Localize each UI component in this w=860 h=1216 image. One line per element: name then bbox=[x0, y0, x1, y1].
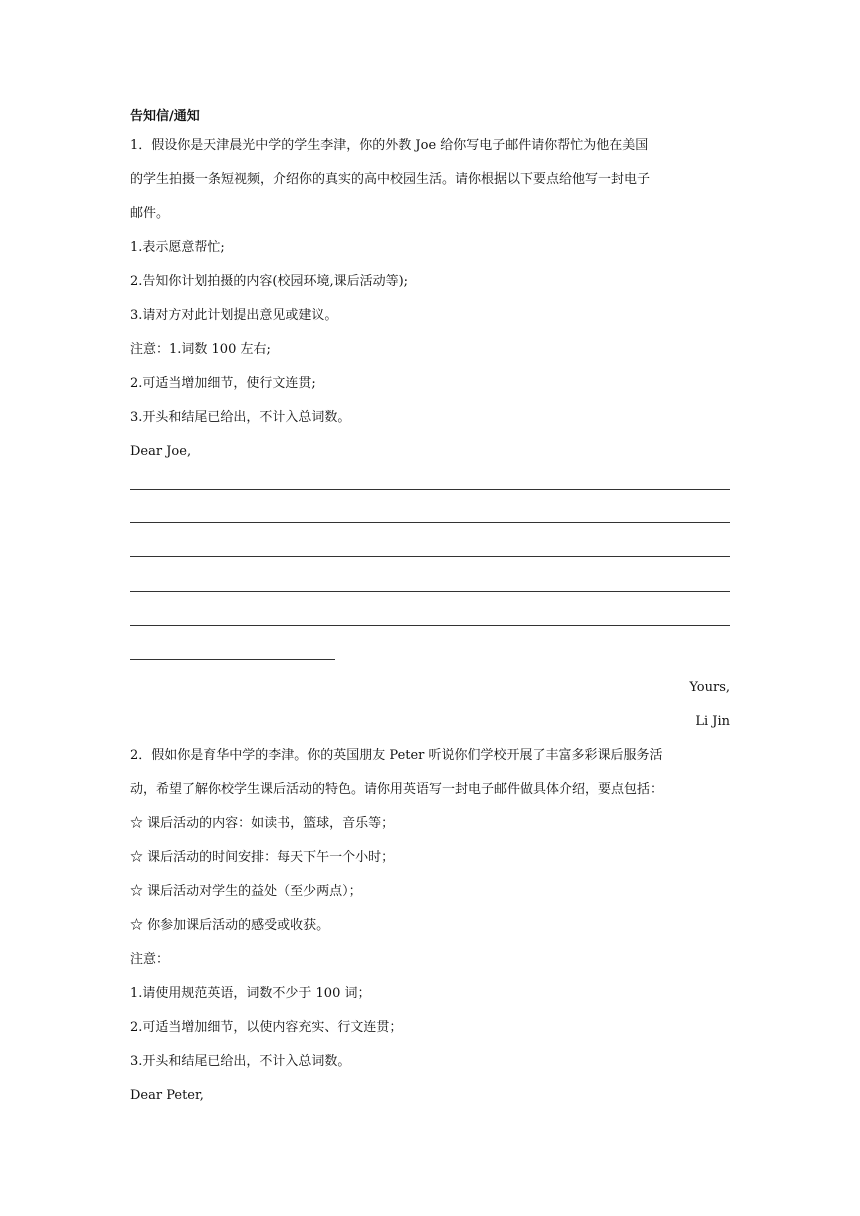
q1-point-2: 2.告知你计划拍摄的内容(校园环境,课后活动等); bbox=[130, 274, 409, 289]
q1-text-line-3: 邮件。 bbox=[130, 206, 170, 221]
q1-note-2: 2.可适当增加细节，使行文连贯; bbox=[130, 376, 316, 391]
answer-line bbox=[130, 591, 730, 592]
q1-point-1: 1.表示愿意帮忙; bbox=[130, 240, 225, 255]
answer-line bbox=[130, 556, 730, 557]
q1-greeting: Dear Joe, bbox=[130, 444, 192, 459]
q1-signature: Li Jin bbox=[695, 714, 730, 729]
q2-point-3: ☆ 课后活动对学生的益处（至少两点）； bbox=[130, 884, 362, 899]
answer-line bbox=[130, 659, 335, 660]
answer-line bbox=[130, 489, 730, 490]
q1-text-line-1: 1．假设你是天津晨光中学的学生李津，你的外教 Joe 给你写电子邮件请你帮忙为他在美国 bbox=[130, 138, 649, 153]
q2-point-1: ☆ 课后活动的内容：如读书，篮球，音乐等； bbox=[130, 816, 395, 831]
q2-note-2: 2.可适当增加细节，以使内容充实、行文连贯； bbox=[130, 1020, 403, 1035]
section-title: 告知信/通知 bbox=[130, 109, 200, 124]
q2-point-2: ☆ 课后活动的时间安排：每天下午一个小时； bbox=[130, 850, 395, 865]
q2-text-line-2: 动，希望了解你校学生课后活动的特色。请你用英语写一封电子邮件做具体介绍，要点包括： bbox=[130, 782, 664, 797]
q2-text-line-1: 2．假如你是育华中学的李津。你的英国朋友 Peter 听说你们学校开展了丰富多彩课后服务活 bbox=[130, 748, 663, 763]
q2-greeting: Dear Peter, bbox=[130, 1088, 204, 1103]
answer-line bbox=[130, 522, 730, 523]
q2-note-1: 1.请使用规范英语，词数不少于 100 词； bbox=[130, 986, 371, 1001]
q1-note-3: 3.开头和结尾已给出，不计入总词数。 bbox=[130, 410, 351, 425]
q2-note-title: 注意： bbox=[130, 952, 170, 967]
q2-point-4: ☆ 你参加课后活动的感受或收获。 bbox=[130, 918, 330, 933]
q1-note-1: 注意：1.词数 100 左右; bbox=[130, 342, 271, 357]
q1-text-line-2: 的学生拍摄一条短视频，介绍你的真实的高中校园生活。请你根据以下要点给他写一封电子 bbox=[130, 172, 651, 187]
q2-note-3: 3.开头和结尾已给出，不计入总词数。 bbox=[130, 1054, 351, 1069]
answer-line bbox=[130, 625, 730, 626]
q1-closing: Yours, bbox=[689, 680, 730, 695]
q1-point-3: 3.请对方对此计划提出意见或建议。 bbox=[130, 308, 338, 323]
